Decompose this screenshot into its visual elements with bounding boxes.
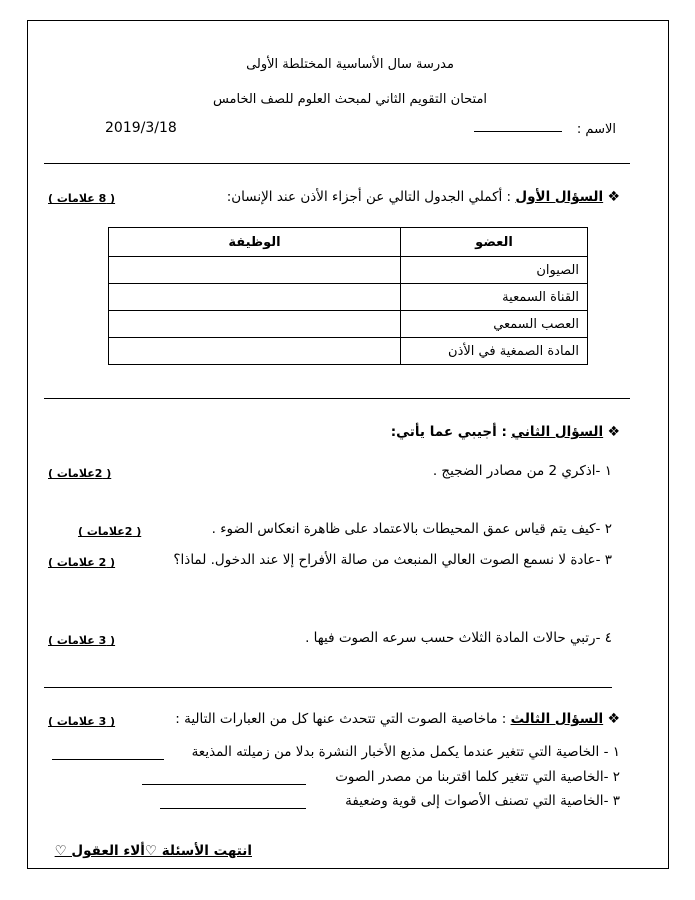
q2-title: السؤال الثاني (511, 424, 604, 440)
table-row (109, 284, 588, 311)
function-cell[interactable] (109, 257, 401, 284)
header-organ: العضو (401, 228, 588, 257)
exam-date: 2019/3/18 (105, 120, 177, 136)
organ-cell: الصيوان (401, 257, 588, 284)
q2-intro: : أجيبي عما يأتي: (390, 424, 507, 440)
organ-cell: العصب السمعي (401, 311, 588, 338)
diamond-bullet-icon: ❖ (607, 424, 620, 440)
q1-marks: ( 8 علامات ) (48, 192, 116, 205)
q2-item-4: ٤ -رتبي حالات المادة الثلاث حسب سرعه الصوت فيها . (305, 630, 612, 646)
q3-intro: : ماخاصية الصوت التي تتحدث عنها كل من العبارات التالية : (175, 711, 507, 727)
q2-item-1-marks: ( 2علامات ) (48, 467, 112, 480)
table-row (109, 311, 588, 338)
function-cell[interactable] (109, 284, 401, 311)
q3-item-1: ١ - الخاصية التي تتغير عندما يكمل مذيع الأخبار النشرة بدلا من زميلته المذيعة (191, 744, 620, 760)
q3-item-2-blank[interactable] (142, 784, 306, 785)
q2-item-2-marks: ( 2علامات ) (78, 525, 142, 538)
q3-title: السؤال الثالث (510, 711, 604, 727)
function-cell[interactable] (109, 338, 401, 365)
closing-note: انتهت الأسئلة ♡ألاء العقول ♡ (54, 843, 252, 859)
school-name: مدرسة سال الأساسية المختلطة الأولى (246, 57, 454, 72)
name-label: الاسم : (576, 122, 616, 137)
q2-item-4-marks: ( 3 علامات ) (48, 634, 116, 647)
q3-marks: ( 3 علامات ) (48, 715, 116, 728)
q2-line (300, 424, 620, 440)
diamond-bullet-icon: ❖ (607, 189, 620, 205)
name-blank[interactable] (474, 131, 562, 132)
q2-item-3: ٣ -عادة لا نسمع الصوت العالي المنبعث من صالة الأفراح إلا عند الدخول. لماذا؟ (173, 552, 612, 568)
organ-cell: المادة الصمغية في الأذن (401, 338, 588, 365)
function-cell[interactable] (109, 311, 401, 338)
header-divider (44, 163, 630, 164)
organ-cell: القناة السمعية (401, 284, 588, 311)
q3-line (150, 711, 620, 727)
q1-line (180, 189, 620, 205)
q3-item-3-blank[interactable] (160, 808, 306, 809)
table-header-row (109, 228, 588, 257)
table-row (109, 257, 588, 284)
page-frame (27, 20, 669, 869)
diamond-bullet-icon: ❖ (607, 711, 620, 727)
q2-item-2: ٢ -كيف يتم قياس عمق المحيطات بالاعتماد على ظاهرة انعكاس الضوء . (211, 521, 612, 537)
q3-item-2: ٢ -الخاصية التي تتغير كلما اقتربنا من مصدر الصوت (335, 769, 620, 785)
q1-title: السؤال الأول (515, 189, 604, 205)
q3-item-3: ٣ -الخاصية التي تصنف الأصوات إلى قوية وضعيفة (345, 793, 620, 809)
q2-divider (44, 687, 612, 688)
q1-divider (44, 398, 630, 399)
q2-item-1: ١ -اذكري 2 من مصادر الضجيج . (432, 463, 612, 479)
q1-text: : أكملي الجدول التالي عن أجزاء الأذن عند الإنسان: (226, 189, 512, 205)
exam-title: امتحان التقويم الثاني لمبحث العلوم للصف الخامس (212, 92, 488, 107)
table-row (109, 338, 588, 365)
header-function: الوظيفة (109, 228, 401, 257)
q2-item-3-marks: ( 2 علامات ) (48, 556, 116, 569)
q3-item-1-blank[interactable] (52, 759, 164, 760)
ear-parts-table (108, 227, 588, 365)
